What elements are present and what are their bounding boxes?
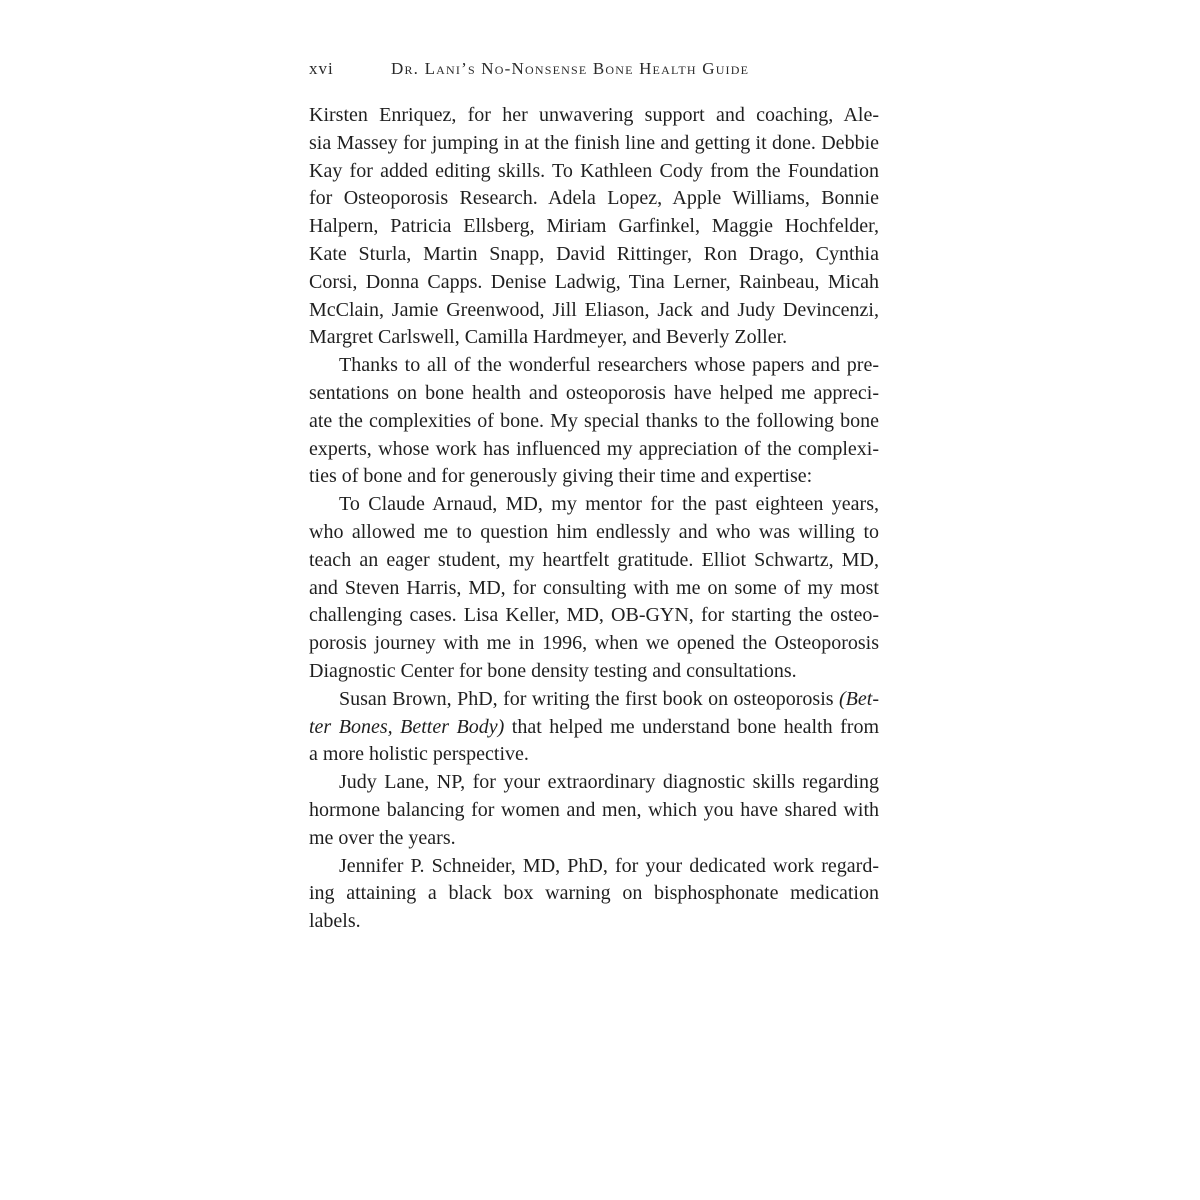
text-line: ate the complexities of bone. My special thanks to the following bone [309,409,879,432]
running-title: Dr. Lani’s No-Nonsense Bone Health Guide [391,59,750,78]
text-run: that helped me understand bone health from [504,715,880,738]
text-line: To Claude Arnaud, MD, my mentor for the past eighteen years, [339,493,879,516]
paragraph-researchers [309,352,879,491]
text-line: porosis journey with me in 1996, when we opened the Osteoporosis [309,632,879,655]
text-line: ties of bone and for generously giving their time and expertise: [309,465,813,488]
body-text [309,102,879,936]
text-line: teach an eager student, my heartfelt gratitude. Elliot Schwartz, MD, [309,548,879,571]
paragraph-susan-brown [309,686,879,769]
text-line: for Osteoporosis Research. Adela Lopez, Apple Williams, Bonnie [309,187,879,210]
text-line: ing attaining a black box warning on bisphosphonate medication [309,882,879,905]
text-line [309,686,879,714]
text-line: who allowed me to question him endlessly and who was willing to [309,520,879,543]
text-line: Halpern, Patricia Ellsberg, Miriam Garfinkel, Maggie Hochfelder, [309,215,879,238]
text-line: Kay for added editing skills. To Kathleen Cody from the Foundation [309,159,879,182]
text-line: Kirsten Enriquez, for her unwavering support and coaching, Ale- [309,104,879,126]
text-line: Kate Sturla, Martin Snapp, David Rittinger, Ron Drago, Cynthia [309,242,879,265]
text-line: me over the years. [309,826,456,849]
book-title-italic: ter Bones, Better Body) [309,715,505,738]
text-line: McClain, Jamie Greenwood, Jill Eliason, Jack and Judy Devincenzi, [309,298,879,321]
text-line: sentations on bone health and osteoporosis have helped me appreci- [309,381,879,404]
text-line: Thanks to all of the wonderful researchers whose papers and pre- [339,354,879,377]
text-line: experts, whose work has influenced my appreciation of the complexi- [309,437,879,460]
text-line: a more holistic perspective. [309,743,529,766]
text-line: Margret Carlswell, Camilla Hardmeyer, and Beverly Zoller. [309,326,788,349]
text-line [309,714,879,742]
paragraph-acknowledgements-names [309,102,879,352]
text-line: hormone balancing for women and men, which you have shared with [309,798,879,821]
text-line: and Steven Harris, MD, for consulting with me on some of my most [309,576,879,599]
paragraph-claude-arnaud [309,491,879,686]
paragraph-jennifer-schneider [309,853,879,936]
text-line: Jennifer P. Schneider, MD, PhD, for your dedicated work regard- [339,854,879,877]
text-line: Diagnostic Center for bone density testing and consultations. [309,659,797,682]
text-line: Corsi, Donna Capps. Denise Ladwig, Tina Lerner, Rainbeau, Micah [309,270,879,293]
text-line: labels. [309,910,361,933]
text-line: Judy Lane, NP, for your extraordinary diagnostic skills regarding [339,771,879,794]
running-head [309,56,879,82]
text-run: Susan Brown, PhD, for writing the first book on osteoporosis [339,687,840,710]
text-line: sia Massey for jumping in at the finish line and getting it done. Debbie [309,131,879,154]
book-title-italic: (Bet- [839,687,879,710]
paragraph-judy-lane [309,769,879,852]
text-line: challenging cases. Lisa Keller, MD, OB-GYN, for starting the osteo- [309,604,879,627]
page-number: xvi [309,59,334,78]
